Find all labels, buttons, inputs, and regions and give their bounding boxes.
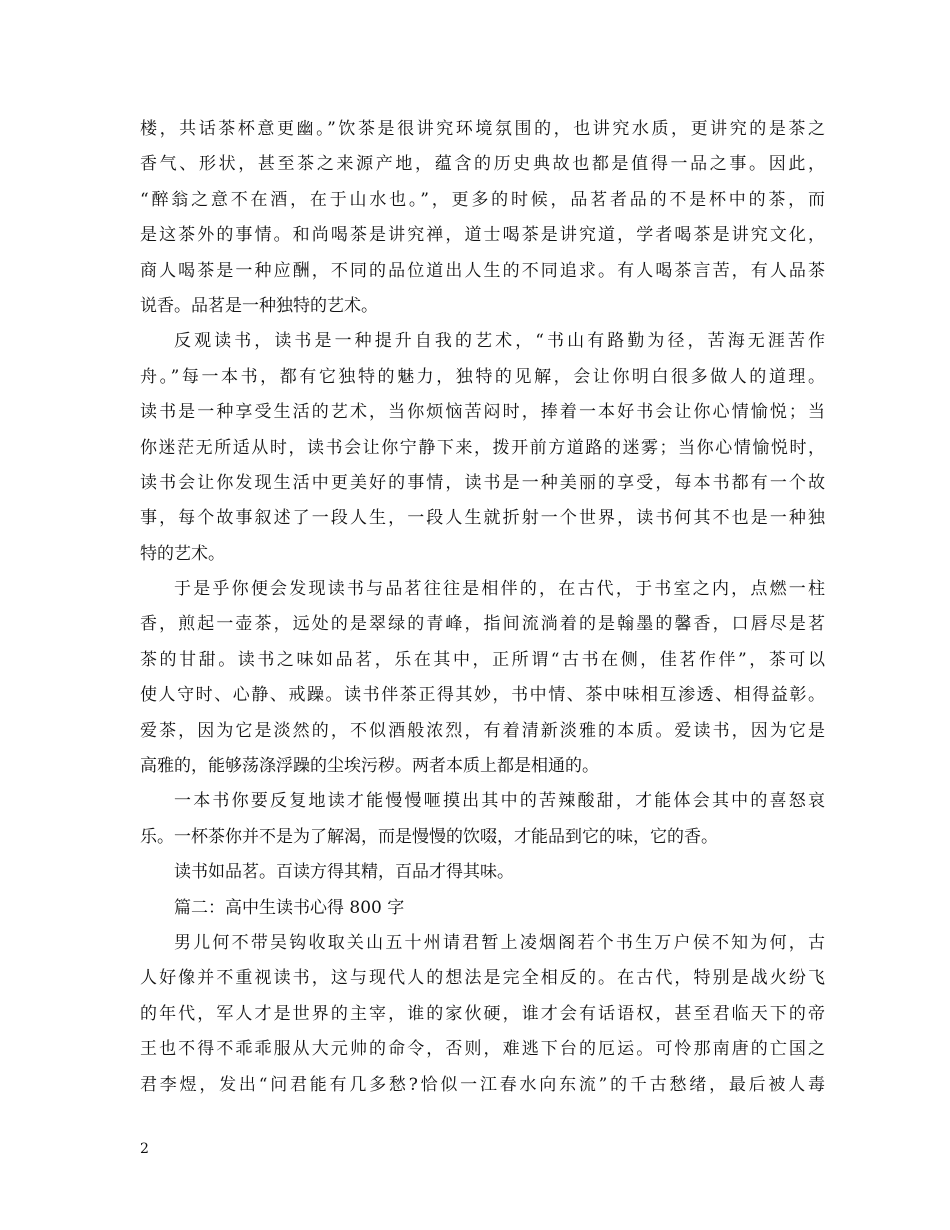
- text-line: 的年代，军人才是世界的主宰，谁的家伙硬，谁才会有话语权，甚至君临天下的帝: [140, 1003, 825, 1024]
- document-body: [140, 112, 825, 1103]
- text-line: 乐。一杯茶你并不是为了解渴，而是慢慢的饮啜，才能品到它的味，它的香。: [140, 826, 718, 847]
- text-line: 男儿何不带吴钩收取关山五十州请君暂上凌烟阁若个书生万户侯不知为何，古: [174, 932, 825, 953]
- text-line: 香，煎起一壶茶，远处的是翠绿的青峰，指间流淌着的是翰墨的馨香，口唇尽是茗: [140, 614, 825, 635]
- text-line: 商人喝茶是一种应酬，不同的品位道出人生的不同追求。有人喝茶言苦，有人品茶: [140, 260, 825, 281]
- text-line: 一本书你要反复地读才能慢慢咂摸出其中的苦辣酸甜，才能体会其中的喜怒哀: [174, 791, 825, 812]
- page-number: 2: [140, 1141, 149, 1157]
- text-line: “醉翁之意不在酒，在于山水也。”，更多的时候，品茗者品的不是杯中的茶，而: [140, 189, 825, 210]
- text-line: 你迷茫无所适从时，读书会让你宁静下来，拨开前方道路的迷雾；当你心情愉悦时，: [140, 437, 825, 458]
- text-line: 茶的甘甜。读书之味如品茗，乐在其中，正所谓“古书在侧，佳茗作伴”，茶可以: [140, 649, 825, 670]
- text-line: 爱茶，因为它是淡然的，不似酒般浓烈，有着清新淡雅的本质。爱读书，因为它是: [140, 720, 825, 741]
- text-line: 读书如品茗。百读方得其精，百品才得其味。: [174, 862, 514, 883]
- text-line: 说香。品茗是一种独特的艺术。: [140, 295, 378, 316]
- text-line: 特的艺术。: [140, 543, 225, 564]
- text-line: 君李煜，发出“问君能有几多愁?恰似一江春水向东流”的千古愁绪，最后被人毒: [140, 1074, 825, 1095]
- text-line: 反观读书，读书是一种提升自我的艺术，“书山有路勤为径，苦海无涯苦作: [174, 331, 825, 352]
- text-line: 篇二：高中生读书心得 800 字: [174, 897, 405, 918]
- text-line: 香气、形状，甚至茶之来源产地，蕴含的历史典故也都是值得一品之事。因此，: [140, 154, 825, 175]
- text-line: 高雅的，能够荡涤浮躁的尘埃污秽。两者本质上都是相通的。: [140, 756, 599, 777]
- text-line: 人好像并不重视读书，这与现代人的想法是完全相反的。在古代，特别是战火纷飞: [140, 968, 825, 989]
- text-line: 于是乎你便会发现读书与品茗往往是相伴的，在古代，于书室之内，点燃一柱: [174, 579, 825, 600]
- text-line: 楼，共话茶杯意更幽。”饮茶是很讲究环境氛围的，也讲究水质，更讲究的是茶之: [140, 119, 825, 139]
- text-line: 使人守时、心静、戒躁。读书伴茶正得其妙，书中情、茶中味相互渗透、相得益彰。: [140, 685, 825, 706]
- text-line: 是这茶外的事情。和尚喝茶是讲究禅，道士喝茶是讲究道，学者喝茶是讲究文化，: [140, 225, 825, 246]
- text-line: 读书会让你发现生活中更美好的事情，读书是一种美丽的享受，每本书都有一个故: [140, 472, 825, 493]
- text-line: 舟。”每一本书，都有它独特的魅力，独特的见解，会让你明白很多做人的道理。: [140, 366, 825, 387]
- text-line: 读书是一种享受生活的艺术，当你烦恼苦闷时，捧着一本好书会让你心情愉悦；当: [140, 402, 825, 423]
- text-line: 事，每个故事叙述了一段人生，一段人生就折射一个世界，读书何其不也是一种独: [140, 508, 825, 529]
- text-line: 王也不得不乖乖服从大元帅的命令，否则，难逃下台的厄运。可怜那南唐的亡国之: [140, 1039, 825, 1060]
